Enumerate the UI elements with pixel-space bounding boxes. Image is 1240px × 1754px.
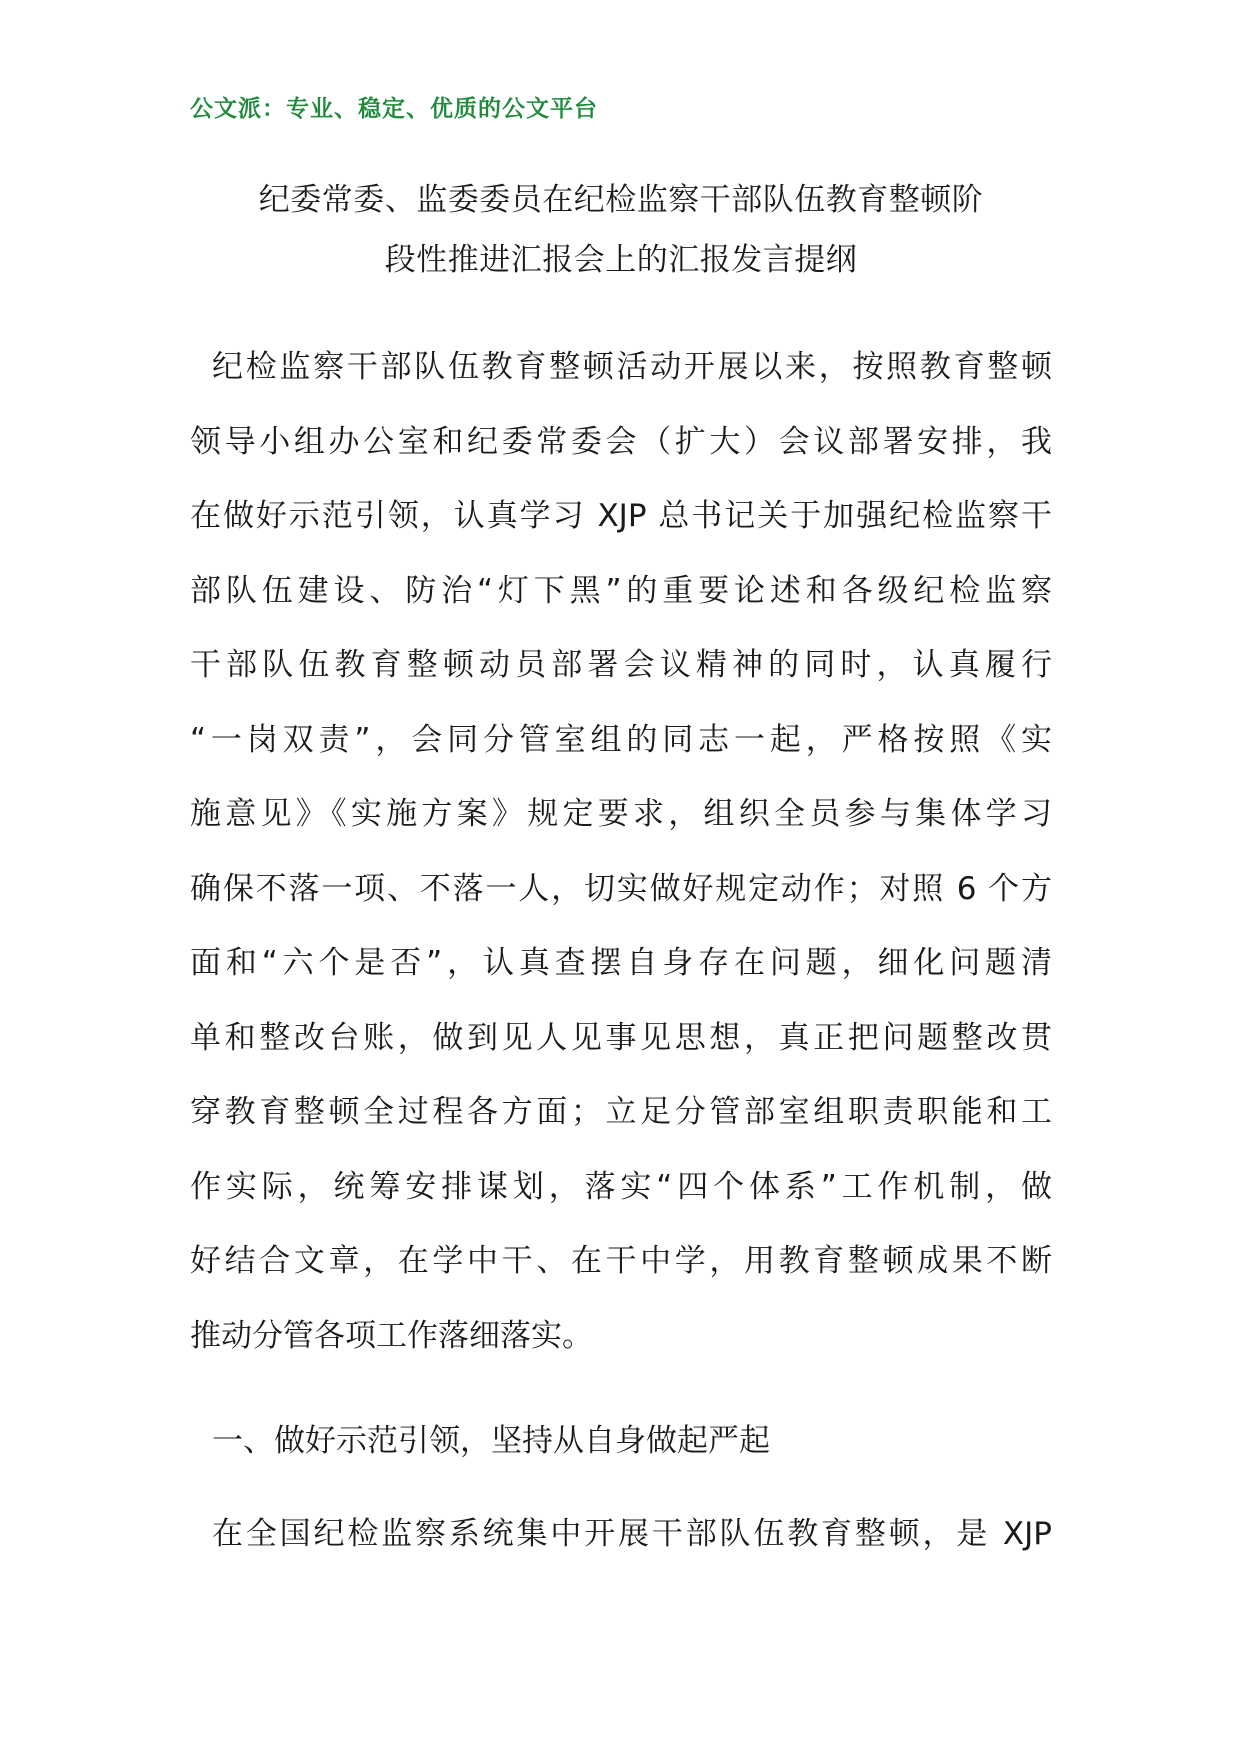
paragraph-line: 推动分管各项工作落细落实。: [190, 1317, 593, 1354]
paragraph-line: 作实际，统筹安排谋划，落实“四个体系”工作机制，做: [190, 1168, 1052, 1205]
paragraph-line: 领导小组办公室和纪委常委会（扩大）会议部署安排，我: [190, 423, 1052, 460]
title-line: 段性推进汇报会上的汇报发言提纲: [384, 242, 858, 278]
paragraph-line: 施意见》《实施方案》规定要求，组织全员参与集体学习: [190, 796, 1052, 832]
paragraph-line: 好结合文章，在学中干、在干中学，用教育整顿成果不断: [190, 1243, 1052, 1279]
section-heading: 一、做好示范引领，坚持从自身做起严起: [212, 1423, 770, 1459]
paragraph-line: 面和“六个是否”，认真查摆自身存在问题，细化问题清: [190, 945, 1052, 981]
paragraph-section1: [190, 1497, 1052, 1572]
paragraph-line: 在全国纪检监察系统集中开展干部队伍教育整顿，是 XJP: [212, 1516, 1052, 1552]
paragraph-line: 穿教育整顿全过程各方面；立足分管部室组职责职能和工: [190, 1094, 1052, 1130]
paragraph-line: 单和整改台账，做到见人见事见思想，真正把问题整改贯: [190, 1019, 1052, 1056]
paragraph-line: 干部队伍教育整顿动员部署会议精神的同时，认真履行: [190, 647, 1052, 683]
header-tagline: 公文派：专业、稳定、优质的公文平台: [190, 95, 598, 122]
paragraph-line: 部队伍建设、防治“灯下黑”的重要论述和各级纪检监察: [190, 572, 1052, 609]
paragraph-intro: [190, 330, 1052, 1373]
document-title: [190, 170, 1052, 290]
paragraph-line: 在做好示范引领，认真学习 XJP 总书记关于加强纪检监察干: [190, 498, 1052, 534]
title-line: 纪委常委、监委委员在纪检监察干部队伍教育整顿阶: [258, 182, 984, 218]
paragraph-line: 确保不落一项、不落一人，切实做好规定动作；对照 6 个方: [190, 870, 1052, 907]
paragraph-line: 纪检监察干部队伍教育整顿活动开展以来，按照教育整顿: [212, 349, 1052, 385]
paragraph-line: “一岗双责”，会同分管室组的同志一起，严格按照《实: [190, 721, 1052, 758]
